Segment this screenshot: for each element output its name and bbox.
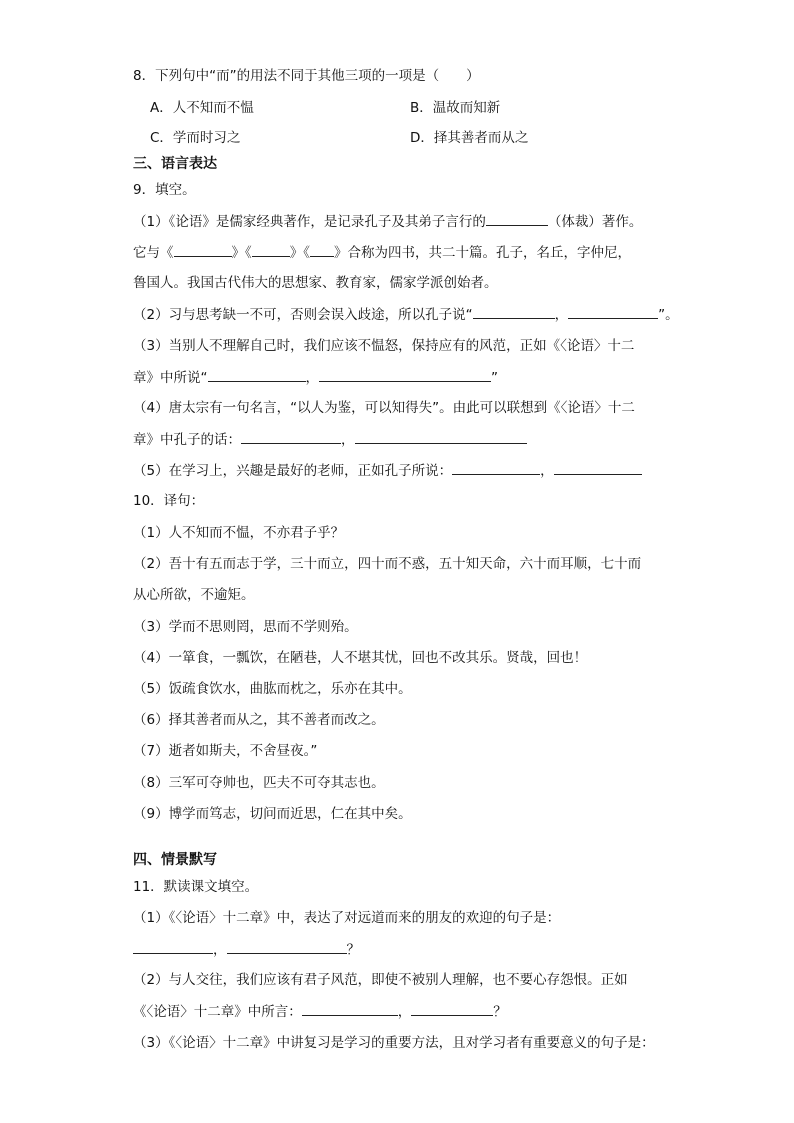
q9-p5-text-a: （5）在学习上，兴趣是最好的老师，正如孔子所说： xyxy=(133,463,453,479)
q9-p2-blank-1[interactable] xyxy=(473,304,555,319)
q9-p3-text-c: ， xyxy=(305,370,319,386)
q9-p3-text-d: ” xyxy=(491,370,498,386)
q11-p1-line2 xyxy=(133,939,360,960)
q10-item: 从心所欲，不逾矩。 xyxy=(133,587,255,603)
q9-p4-blank-1[interactable] xyxy=(241,429,341,444)
q11-p1-blank-2[interactable] xyxy=(227,939,347,954)
q11-p1-text-c: ？ xyxy=(346,942,360,958)
q11-p2-text-c: ， xyxy=(397,1004,412,1020)
q11-p2-line2 xyxy=(133,1001,507,1022)
q9-genre-blank[interactable] xyxy=(486,211,548,226)
q9-p2-blank-2[interactable] xyxy=(568,304,658,319)
q10-item: （1）人不知而不愠，不亦君子乎？ xyxy=(133,525,345,541)
q8-option-a: A．人不知而不愠 xyxy=(150,100,254,116)
q11-p1-text-b: ， xyxy=(213,942,227,958)
q9-p2-text-a: （2）习与思考缺一不可，否则会误入歧途，所以孔子说“ xyxy=(133,307,473,323)
q9-p3-line2 xyxy=(133,367,498,388)
q11-p3-line1: （3）《〈论语〉十二章》中讲复习是学习的重要方法，且对学习者有重要意义的句子是： xyxy=(133,1035,655,1051)
q8-option-c: C．学而时习之 xyxy=(150,130,241,146)
q9-stem: 9．填空。 xyxy=(133,182,196,198)
q9-p1-text-e: 》《 xyxy=(289,245,310,261)
q9-p1-text-a: （1）《论语》是儒家经典著作，是记录孔子及其弟子言行的 xyxy=(133,214,486,230)
q9-p3-blank-1[interactable] xyxy=(208,367,306,382)
section-4-title: 四、情景默写 xyxy=(133,852,217,868)
q9-p4-text-c: ， xyxy=(341,432,355,448)
q9-p5-blank-2[interactable] xyxy=(554,460,642,475)
q9-p2-text-b: ， xyxy=(554,307,569,323)
q10-stem: 10．译句： xyxy=(133,493,205,509)
q11-p2-text-b: 《〈论语〉十二章》中所言： xyxy=(133,1004,302,1020)
q9-p2 xyxy=(133,304,679,325)
q10-item: （3）学而不思则罔，思而不学则殆。 xyxy=(133,619,358,635)
q11-p2-blank-2[interactable] xyxy=(411,1001,493,1016)
q9-p1-line1 xyxy=(133,211,642,232)
q10-item: （9）博学而笃志，切问而近思，仁在其中矣。 xyxy=(133,806,412,822)
q10-item: （5）饭疏食饮水，曲肱而枕之，乐亦在其中。 xyxy=(133,681,412,697)
q8-option-b: B．温故而知新 xyxy=(410,100,501,116)
q9-p3-line1: （3）当别人不理解自己时，我们应该不愠怒，保持应有的风范，正如《〈论语〉十二 xyxy=(133,338,635,354)
q9-p1-line2 xyxy=(133,242,631,263)
q9-p3-text-b: 章》中所说“ xyxy=(133,370,208,386)
q9-p4-text-b: 章》中孔子的话： xyxy=(133,432,241,448)
q9-p4-blank-2[interactable] xyxy=(355,429,527,444)
q11-stem: 11．默读课文填空。 xyxy=(133,879,259,895)
q9-p1-text-f: 》合称为四书，共二十篇。孔子，名丘，字仲尼， xyxy=(334,245,631,261)
q9-book-blank-2[interactable] xyxy=(252,242,290,257)
q10-item: （6）择其善者而从之，其不善者而改之。 xyxy=(133,712,385,728)
section-3-title: 三、语言表达 xyxy=(133,156,217,172)
q11-p1-line1: （1）《〈论语〉十二章》中，表达了对远道而来的朋友的欢迎的句子是： xyxy=(133,910,561,926)
q10-item: （4）一箪食，一瓢饮，在陋巷，人不堪其忧，回也不改其乐。贤哉，回也！ xyxy=(133,650,588,666)
q9-p5 xyxy=(133,460,642,481)
q11-p2-line1: （2）与人交往，我们应该有君子风范，即使不被别人理解，也不要心存怨恨。正如 xyxy=(133,972,628,988)
q10-item: （8）三军可夺帅也，匹夫不可夺其志也。 xyxy=(133,775,385,791)
q9-p5-text-b: ， xyxy=(540,463,554,479)
q9-p3-blank-2[interactable] xyxy=(319,367,491,382)
q9-p1-text-d: 》《 xyxy=(231,245,252,261)
q11-p2-text-d: ？ xyxy=(493,1004,507,1020)
q11-p1-blank-1[interactable] xyxy=(133,939,213,954)
q9-p2-text-c: ”。 xyxy=(658,307,679,323)
q9-p4-line1: （4）唐太宗有一句名言，“以人为鉴，可以知得失”。由此可以联想到《〈论语〉十二 xyxy=(133,400,635,416)
q10-item: （7）逝者如斯夫，不舍昼夜。” xyxy=(133,743,318,759)
q9-p5-blank-1[interactable] xyxy=(452,460,540,475)
q9-p1-text-b: （体裁）著作。 xyxy=(547,214,643,230)
q9-p4-line2 xyxy=(133,429,527,450)
q10-item: （2）吾十有五而志于学，三十而立，四十而不惑，五十知天命，六十而耳顺，七十而 xyxy=(133,556,642,572)
q9-p1-line3: 鲁国人。我国古代伟大的思想家、教育家，儒家学派创始者。 xyxy=(133,275,498,291)
q9-p1-text-c: 它与《 xyxy=(133,245,174,261)
q9-book-blank-1[interactable] xyxy=(174,242,232,257)
q8-stem: 8．下列句中“而”的用法不同于其他三项的一项是（ ） xyxy=(133,68,480,84)
q8-option-d: D．择其善者而从之 xyxy=(410,130,529,146)
q11-p2-blank-1[interactable] xyxy=(302,1001,398,1016)
q9-book-blank-3[interactable] xyxy=(310,242,334,257)
